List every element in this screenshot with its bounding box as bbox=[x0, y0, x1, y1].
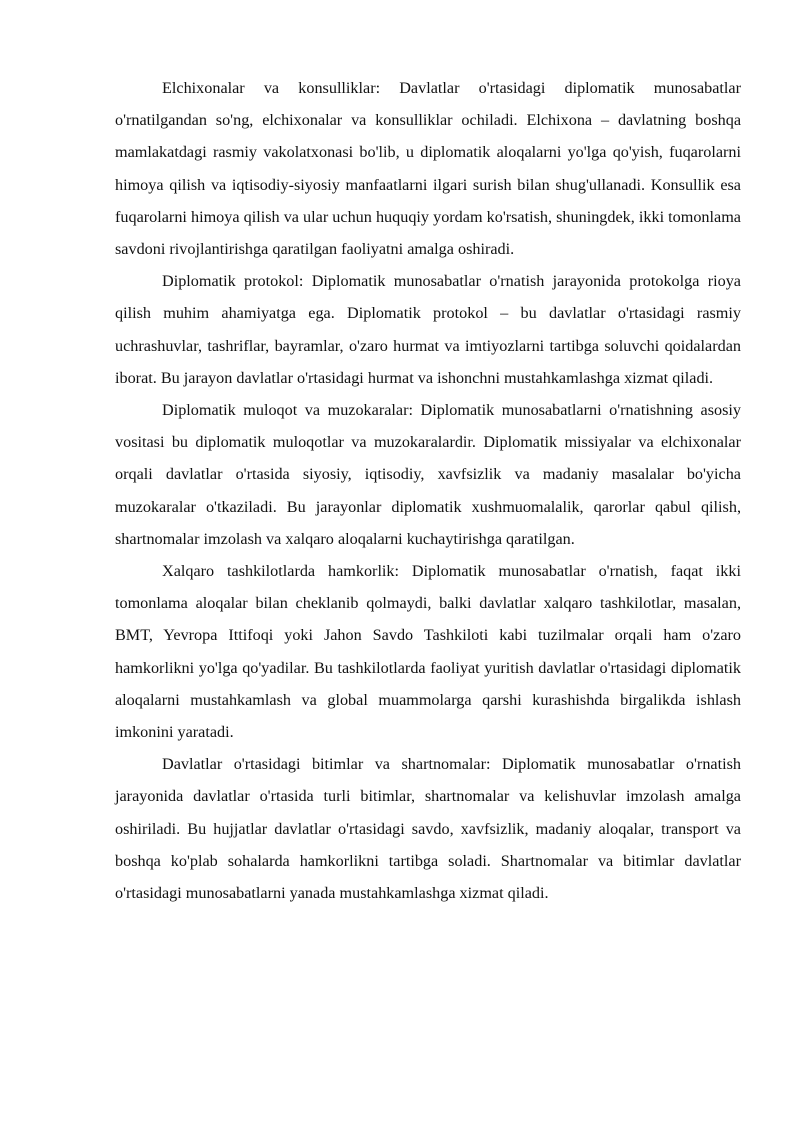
paragraph-agreements-treaties: Davlatlar o'rtasidagi bitimlar va shartnomalar: Diplomatik munosabatlar o'rnatish jarayonida davlatlar o'rtasida turli bitimlar, shartnomalar va kelishuvlar imzolash amalga oshiriladi. Bu hujjatlar davlatlar o'rtasidagi savdo, xavfsizlik, madaniy aloqalar, transport va boshqa ko'plab sohalarda hamkorlikni tartibga soladi. Shartnomalar va bitimlar davlatlar o'rtasidagi munosabatlarni yanada mustahkamlashga xizmat qiladi. bbox=[115, 755, 741, 903]
paragraph-embassies-consulates: Elchixonalar va konsulliklar: Davlatlar o'rtasidagi diplomatik munosabatlar o'rnatilgandan so'ng, elchixonalar va konsulliklar ochiladi. Elchixona – davlatning boshqa mamlakatdagi rasmiy vakolatxonasi bo'lib, u diplomatik aloqalarni yo'lga qo'yish, fuqarolarni himoya qilish va iqtisodiy-siyosiy manfaatlarni ilgari surish bilan shug'ullanadi. Konsullik esa fuqarolarni himoya qilish va ular uchun huquqiy yordam ko'rsatish, shuningdek, ikki tomonlama savdoni rivojlantirishga qaratilgan faoliyatni amalga oshiradi. bbox=[115, 79, 741, 259]
paragraph-international-organizations: Xalqaro tashkilotlarda hamkorlik: Diplomatik munosabatlar o'rnatish, faqat ikki tomonlama aloqalar bilan cheklanib qolmaydi, balki davlatlar xalqaro tashkilotlar, masalan, BMT, Yevropa Ittifoqi yoki Jahon Savdo Tashkiloti kabi tuzilmalar orqali ham o'zaro hamkorlikni yo'lga qo'yadilar. Bu tashkilotlarda faoliyat yuritish davlatlar o'rtasidagi diplomatik aloqalarni mustahkamlash va global muammolarga qarshi kurashishda birgalikda ishlash imkonini yaratadi. bbox=[115, 562, 741, 742]
paragraph-diplomatic-protocol: Diplomatik protokol: Diplomatik munosabatlar o'rnatish jarayonida protokolga rioya qilish muhim ahamiyatga ega. Diplomatik protokol – bu davlatlar o'rtasidagi rasmiy uchrashuvlar, tashriflar, bayramlar, o'zaro hurmat va imtiyozlarni tartibga soluvchi qoidalardan iborat. Bu jarayon davlatlar o'rtasidagi hurmat va ishonchni mustahkamlashga xizmat qiladi. bbox=[115, 272, 741, 387]
document-page bbox=[115, 72, 741, 909]
paragraph-dialogue-negotiations: Diplomatik muloqot va muzokaralar: Diplomatik munosabatlarni o'rnatishning asosiy vositasi bu diplomatik muloqotlar va muzokaralardir. Diplomatik missiyalar va elchixonalar orqali davlatlar o'rtasida siyosiy, iqtisodiy, xavfsizlik va madaniy masalalar bo'yicha muzokaralar o'tkaziladi. Bu jarayonlar diplomatik xushmuomalalik, qarorlar qabul qilish, shartnomalar imzolash va xalqaro aloqalarni kuchaytirishga qaratilgan. bbox=[115, 401, 741, 548]
